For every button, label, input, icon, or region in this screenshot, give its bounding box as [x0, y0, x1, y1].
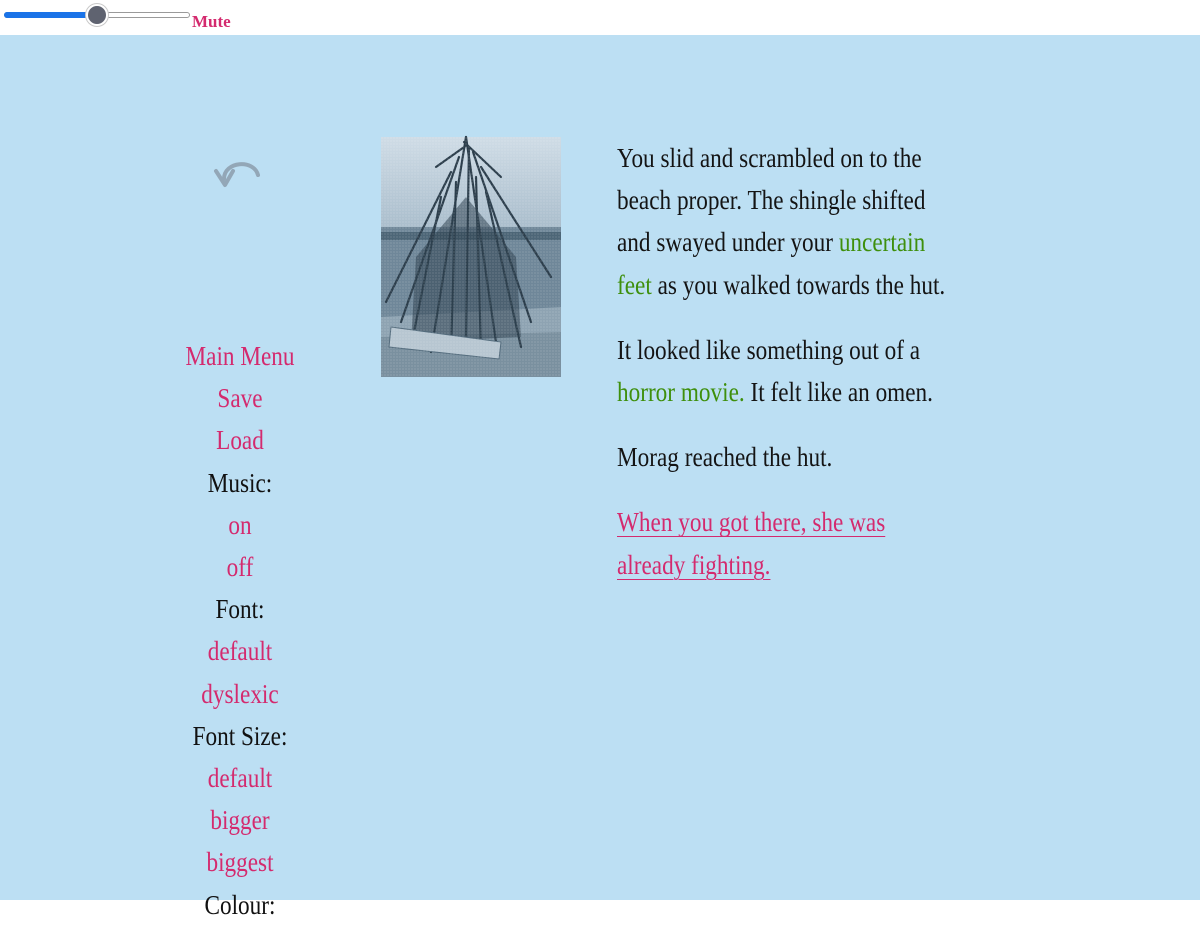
undo-arrow-icon[interactable]: [214, 153, 266, 193]
story-text-segment: as you walked towards the hut.: [651, 269, 946, 300]
colour-label: Colour:: [204, 889, 276, 920]
volume-slider-thumb[interactable]: [86, 4, 108, 26]
save-link[interactable]: Save: [217, 383, 263, 414]
font-label: Font:: [215, 594, 265, 625]
side-menu: [154, 335, 326, 926]
driftwood-hut-photo: [381, 137, 561, 377]
size-bigger-link[interactable]: bigger: [210, 805, 270, 836]
music-label: Music:: [207, 467, 273, 498]
game-stage: [0, 35, 1200, 920]
story-text: [617, 137, 952, 609]
story-text-segment: You slid and scrambled on to the beach proper. The shingle shifted and swayed under your: [617, 143, 926, 258]
main-menu-link[interactable]: Main Menu: [185, 341, 295, 371]
story-text-segment: It felt like an omen.: [744, 377, 933, 408]
size-default-link[interactable]: default: [207, 763, 273, 794]
highlighted-phrase: uncertain feet: [617, 227, 926, 300]
music-on-link[interactable]: on: [228, 509, 252, 540]
story-text-segment: It looked like something out of a: [617, 334, 921, 365]
font-dyslexic-link[interactable]: dyslexic: [201, 678, 279, 709]
volume-slider[interactable]: [4, 4, 190, 26]
story-choice: [617, 501, 952, 585]
font-size-label: Font Size:: [192, 720, 288, 751]
font-default-link[interactable]: default: [207, 636, 273, 667]
story-paragraph: [617, 137, 952, 306]
music-off-link[interactable]: off: [226, 552, 254, 583]
choice-link[interactable]: When you got there, she was already fighting.: [617, 507, 886, 580]
load-link[interactable]: Load: [216, 425, 264, 456]
volume-slider-fill: [4, 12, 97, 18]
size-biggest-link[interactable]: biggest: [206, 847, 274, 878]
highlighted-phrase: horror movie.: [617, 377, 745, 408]
story-paragraph: [617, 329, 952, 413]
top-audio-bar: [0, 0, 1200, 35]
story-paragraph: Morag reached the hut.: [617, 442, 833, 473]
mute-button[interactable]: Mute: [192, 12, 231, 31]
